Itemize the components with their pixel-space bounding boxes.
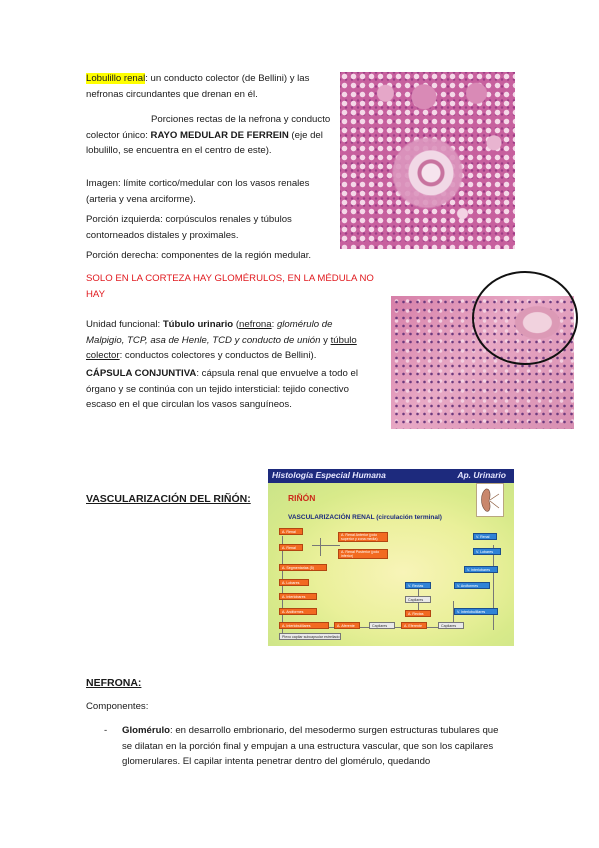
bullet-glomerulo	[122, 723, 510, 770]
slide-subtitle: VASCULARIZACIÓN RENAL (circulación terminal)	[288, 514, 442, 521]
text: y	[320, 334, 331, 346]
underlined-term: nefrona	[239, 319, 272, 330]
diagram-box: V. Renal	[473, 533, 497, 540]
underlined-term: túbulo colector	[86, 334, 357, 361]
bold-term: Glomérulo	[122, 725, 170, 736]
diagram-box: A. Segmentarias (5)	[279, 564, 327, 571]
bold-term: Túbulo urinario	[162, 319, 234, 330]
slide-header	[268, 469, 514, 483]
text: : en desarrollo embrionario, del mesodermo surgen estructuras tubulares que se dilatan en la porción final y empujan a una estructura vascular, que son los capilares glomerulares. El capilar intenta penetrar dentro del glomérulo, quedando	[122, 725, 499, 767]
paragraph-porcion-izquierda: Porción izquierda: corpúsculos renales y túbulos contorneados distales y proximales.	[86, 214, 292, 241]
diagram-box: Capilares	[438, 622, 464, 629]
slide-header-left: Histología Especial Humana	[272, 470, 386, 480]
slide-title: RIÑÓN	[288, 493, 316, 503]
diagram-box: A. Aferente	[334, 622, 360, 629]
paragraph-rayo-medular	[86, 112, 332, 159]
diagram-box: A. Interlobulillares	[279, 622, 329, 629]
heading-vascularizacion: VASCULARIZACIÓN DEL RIÑÓN:	[86, 493, 251, 505]
diagram-box: V. Interlobares	[464, 566, 498, 573]
diagram-box: V. Lobares	[473, 548, 501, 555]
text: Unidad funcional:	[86, 319, 163, 330]
highlight-term: Lobulillo renal	[86, 73, 146, 84]
diagram-box: A. Renal	[279, 544, 303, 551]
histology-image-lobulillo	[340, 72, 515, 249]
componentes-label: Componentes:	[86, 701, 149, 712]
red-note: SOLO EN LA CORTEZA HAY GLOMÉRULOS, EN LA MÉDULA NO HAY	[86, 273, 374, 300]
paragraph-capsula	[86, 366, 376, 413]
diagram-box: Capilares	[369, 622, 395, 629]
text: (eje del lobulillo, se encuentra en el centro de este).	[86, 129, 323, 156]
text: : conductos colectores y conductos de Bellini).	[119, 350, 317, 361]
bold-term: CÁPSULA CONJUNTIVA	[86, 368, 197, 379]
italic-list: glomérulo de Malpigio, TCP, asa de Henle, TCD y conducto de unión	[86, 319, 333, 346]
paragraph-lobulillo	[86, 71, 332, 102]
circle-annotation	[468, 268, 588, 388]
vascularization-slide	[268, 469, 514, 646]
diagram-box: A. Renal Anterior (polo superior y zona media)	[338, 532, 388, 542]
kidney-drawing-icon	[476, 483, 504, 517]
diagram-box: V. Rectas	[405, 582, 431, 589]
diagram-box: Plexo capilar subcapsular estrellado	[279, 633, 341, 640]
text: :	[271, 319, 277, 330]
diagram-box: A. Eferente	[401, 622, 427, 629]
paragraph-imagen: Imagen: límite cortico/medular con los vasos renales (arteria y vena arciforme).	[86, 178, 310, 205]
diagram-line	[320, 538, 321, 556]
paragraph-porcion-derecha: Porción derecha: componentes de la región medular.	[86, 250, 312, 261]
bullet-dash: -	[104, 725, 108, 736]
text: (	[233, 319, 240, 330]
text: Porciones rectas de la nefrona y conducto colector único:	[86, 114, 331, 141]
text: : un conducto colector (de Bellini) y las nefronas circundantes que drenan en él.	[86, 73, 310, 100]
diagram-box: A. Renal	[279, 528, 303, 535]
diagram-line	[312, 545, 340, 546]
diagram-box: V. Arciformes	[454, 582, 490, 589]
diagram-box: Capilares	[405, 596, 431, 603]
diagram-box: A. Renal Posterior (polo inferior)	[338, 549, 388, 559]
paragraph-unidad-funcional	[86, 317, 361, 364]
diagram-box: V. Interlobulillares	[454, 608, 498, 615]
heading-nefrona: NEFRONA:	[86, 677, 142, 689]
bold-term: RAYO MEDULAR DE FERREIN	[150, 129, 289, 141]
diagram-line	[493, 545, 494, 630]
diagram-box: A. Arciformes	[279, 608, 317, 615]
diagram-box: A. Interlobares	[279, 593, 317, 600]
slide-header-right: Ap. Urinario	[457, 470, 506, 480]
diagram-box: A. Lobares	[279, 579, 309, 586]
diagram-box: A. Rectas	[405, 610, 431, 617]
text: : cápsula renal que envuelve a todo el órgano y se continúa con un tejido intersticial: tejido conectivo escaso en el que circulan los vasos sanguíneos.	[86, 368, 358, 410]
